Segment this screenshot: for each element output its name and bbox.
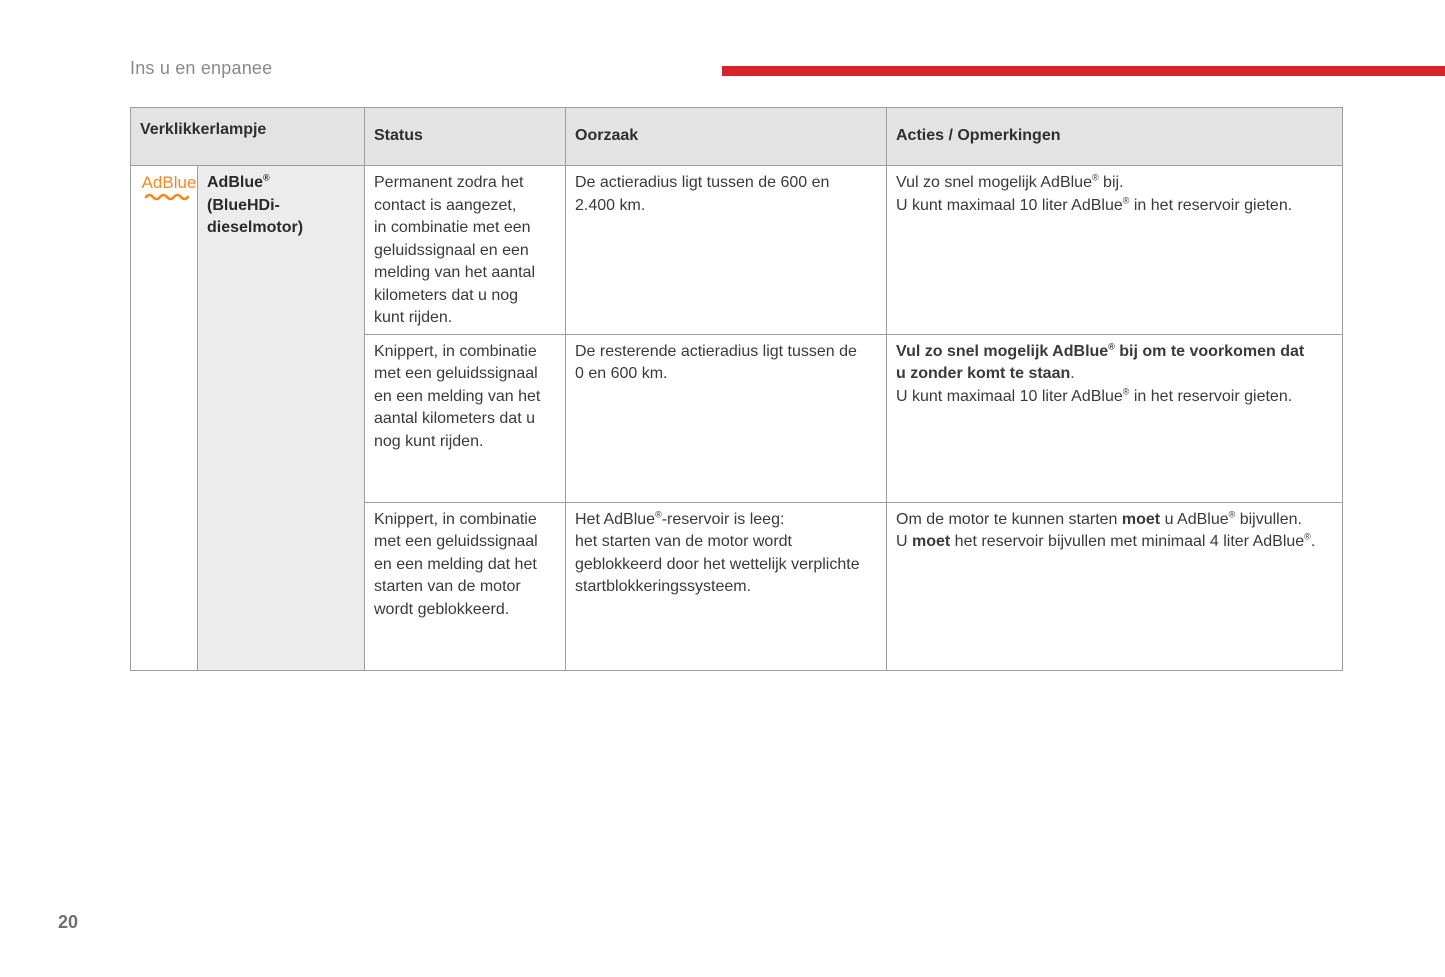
header-accent-bar [722, 66, 1445, 76]
table-header-row [131, 108, 1343, 166]
lamp-subtitle-2: dieselmotor) [207, 219, 304, 236]
action-cell: Om de motor te kunnen starten moet u AdBlue® bijvullen. U moet het reservoir bijvullen met minimaal 4 liter AdBlue®. [887, 502, 1343, 670]
cause-cell: De actieradius ligt tussen de 600 en 2.400 km. [566, 166, 887, 335]
cause-cell: De resterende actieradius ligt tussen de 0 en 600 km. [566, 334, 887, 502]
cause-cell: Het AdBlue®-reservoir is leeg: het starten van de motor wordt geblokkeerd door het wettelijk verplichte startblokkeringssysteem. [566, 502, 887, 670]
page-number: 20 [58, 912, 79, 932]
warning-lamp-table [130, 107, 1343, 671]
lamp-name: AdBlue® [207, 172, 270, 191]
column-header-status: Status [365, 108, 566, 166]
lamp-name-cell [198, 166, 365, 671]
action-cell: Vul zo snel mogelijk AdBlue® bij. U kunt maximaal 10 liter AdBlue® in het reservoir gieten. [887, 166, 1343, 335]
column-header-cause: Oorzaak [566, 108, 887, 166]
status-cell: Knippert, in combinatie met een geluidssignaal en een melding van het aantal kilometers dat u nog kunt rijden. [365, 334, 566, 502]
column-header-actions: Acties / Opmerkingen [887, 108, 1343, 166]
action-cell: Vul zo snel mogelijk AdBlue® bij om te voorkomen dat u zonder komt te staan. U kunt maximaal 10 liter AdBlue® in het reservoir gieten. [887, 334, 1343, 502]
lamp-subtitle-1: (BlueHDi- [207, 196, 280, 214]
adblue-icon-text: AdBlue [141, 173, 197, 192]
lamp-icon-cell [131, 166, 198, 671]
section-title: Ins u en enpanee [130, 58, 273, 78]
status-cell: Permanent zodra het contact is aangezet, in combinatie met een geluidssignaal en een melding van het aantal kilometers dat u nog kunt rijden. [365, 166, 566, 335]
column-header-lamp: Verklikkerlampje [131, 108, 365, 166]
table-row [131, 166, 1343, 335]
status-cell: Knippert, in combinatie met een geluidssignaal en een melding dat het starten van de motor wordt geblokkeerd. [365, 502, 566, 670]
adblue-warning-icon [140, 172, 198, 206]
